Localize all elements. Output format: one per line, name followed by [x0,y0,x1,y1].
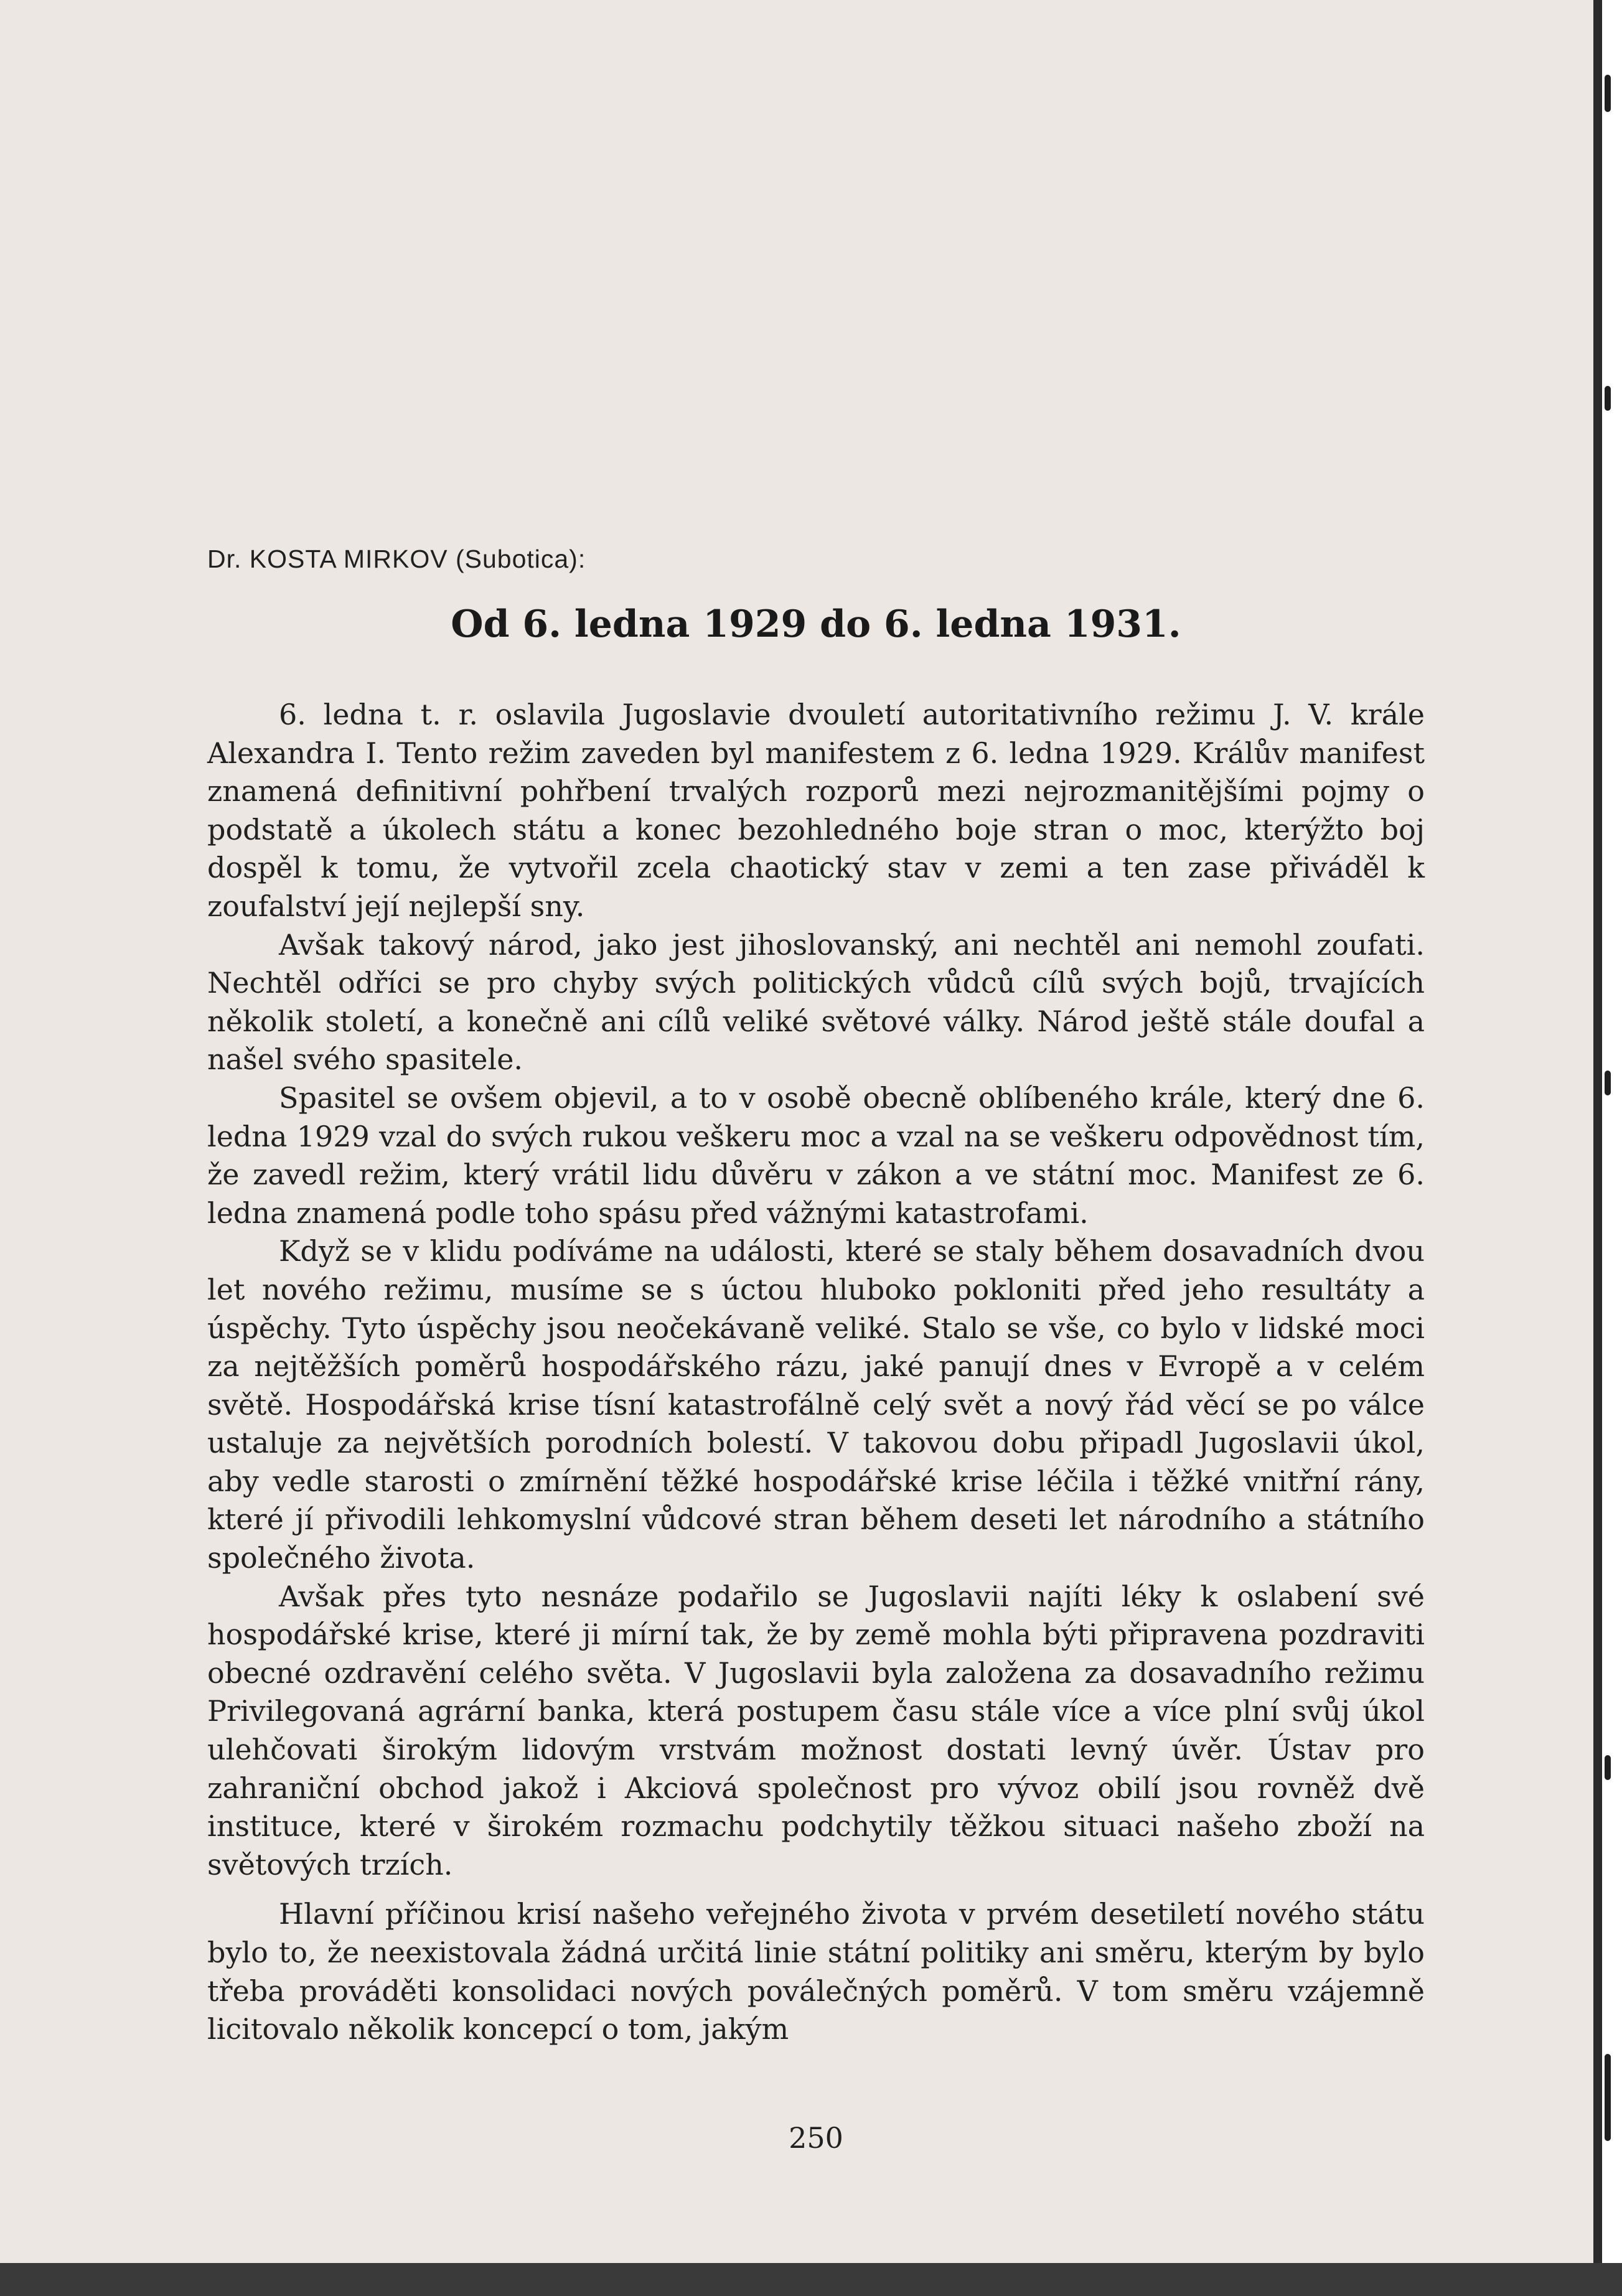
paragraph-6: Hlavní příčinou krisí našeho veřejného života v prvém desetiletí nového státu bylo to, že neexistovala žádná určitá linie státní politiky ani směru, kterým by bylo třeba prováděti konsolidaci nových poválečných poměrů. V tom směru vzájemně licitovalo několik koncepcí o tom, jakým [207,1897,1425,2046]
paragraph-3: Spasitel se ovšem objevil, a to v osobě obecně oblíbeného krále, který dne 6. ledna 1929 vzal do svých rukou veškeru moc a vzal na se veškeru odpovědnost tím, že zavedl režim, který vrátil lidu důvěru v zákon a ve státní moc. Manifest ze 6. ledna znamená podle toho spásu před vážnými katastrofami. [207,1080,1425,1230]
binding-mark [1605,2054,1611,2141]
binding-mark [1605,386,1611,411]
scan-edge-bottom [0,2263,1622,2296]
scan-edge-right [1593,0,1602,2296]
paragraph-2: Avšak takový národ, jako jest jihoslovanský, ani nechtěl ani nemohl zoufati. Nechtěl odříci se pro chyby svých politických vůdců cílů svých bojů, trvajících několik století, a konečně ani cílů veliké světové války. Národ ještě stále doufal a našel svého spasitele. [207,927,1425,1077]
page-number: 250 [789,2121,843,2155]
article-body [207,696,1425,2049]
binding-mark [1605,1755,1611,1780]
paragraph-5: Avšak přes tyto nesnáze podařilo se Jugoslavii najíti léky k oslabení své hospodářské krise, které ji mírní tak, že by země mohla býti připravena pozdraviti obecné ozdravění celého světa. V Jugoslavii byla založena za dosavadního režimu Privilegovaná agrární banka, která postupem času stále více a více plní svůj úkol ulehčovati širokým lidovým vrstvám možnost dostati levný úvěr. Ústav pro zahraniční obchod jakož i Akciová společnost pro vývoz obilí jsou rovněž dvě instituce, které v širokém rozmachu podchytily těžkou situaci našeho zboží na světových trzích. [207,1579,1425,1881]
article-title: Od 6. ledna 1929 do 6. ledna 1931. [451,602,1181,646]
binding-mark [1605,1071,1611,1095]
paragraph-4: Když se v klidu podíváme na události, které se staly během dosavadních dvou let nového režimu, musíme se s úctou hluboko pokloniti před jeho resultáty a úspěchy. Tyto úspěchy jsou neočekávaně veliké. Stalo se vše, co bylo v lidské moci za nejtěžších poměrů hospodářského rázu, jaké panují dnes v Evropě a v celém světě. Hospodářská krise tísní katastrofálně celý svět a nový řád věcí se po válce ustaluje za největších porodních bolestí. V takovou dobu připadl Jugoslavii úkol, aby vedle starosti o zmírnění těžké hospodářské krise léčila i těžké vnitřní rány, které jí přivodili lehkomyslní vůdcové stran během deseti let národního a státního společného života. [207,1234,1425,1575]
author-line: Dr. KOSTA MIRKOV (Subotica): [207,545,586,573]
binding-mark [1605,75,1611,112]
paragraph-1: 6. ledna t. r. oslavila Jugoslavie dvouletí autoritativního režimu J. V. krále Alexandra I. Tento režim zaveden byl manifestem z 6. ledna 1929. Králův manifest znamená definitivní pohřbení trvalých rozporů mezi nejrozmanitějšími pojmy o podstatě a úkolech státu a konec bezohledného boje stran o moc, kterýžto boj dospěl k tomu, že vytvořil zcela chaotický stav v zemi a ten zase přiváděl k zoufalství její nejlepší sny. [207,698,1425,923]
